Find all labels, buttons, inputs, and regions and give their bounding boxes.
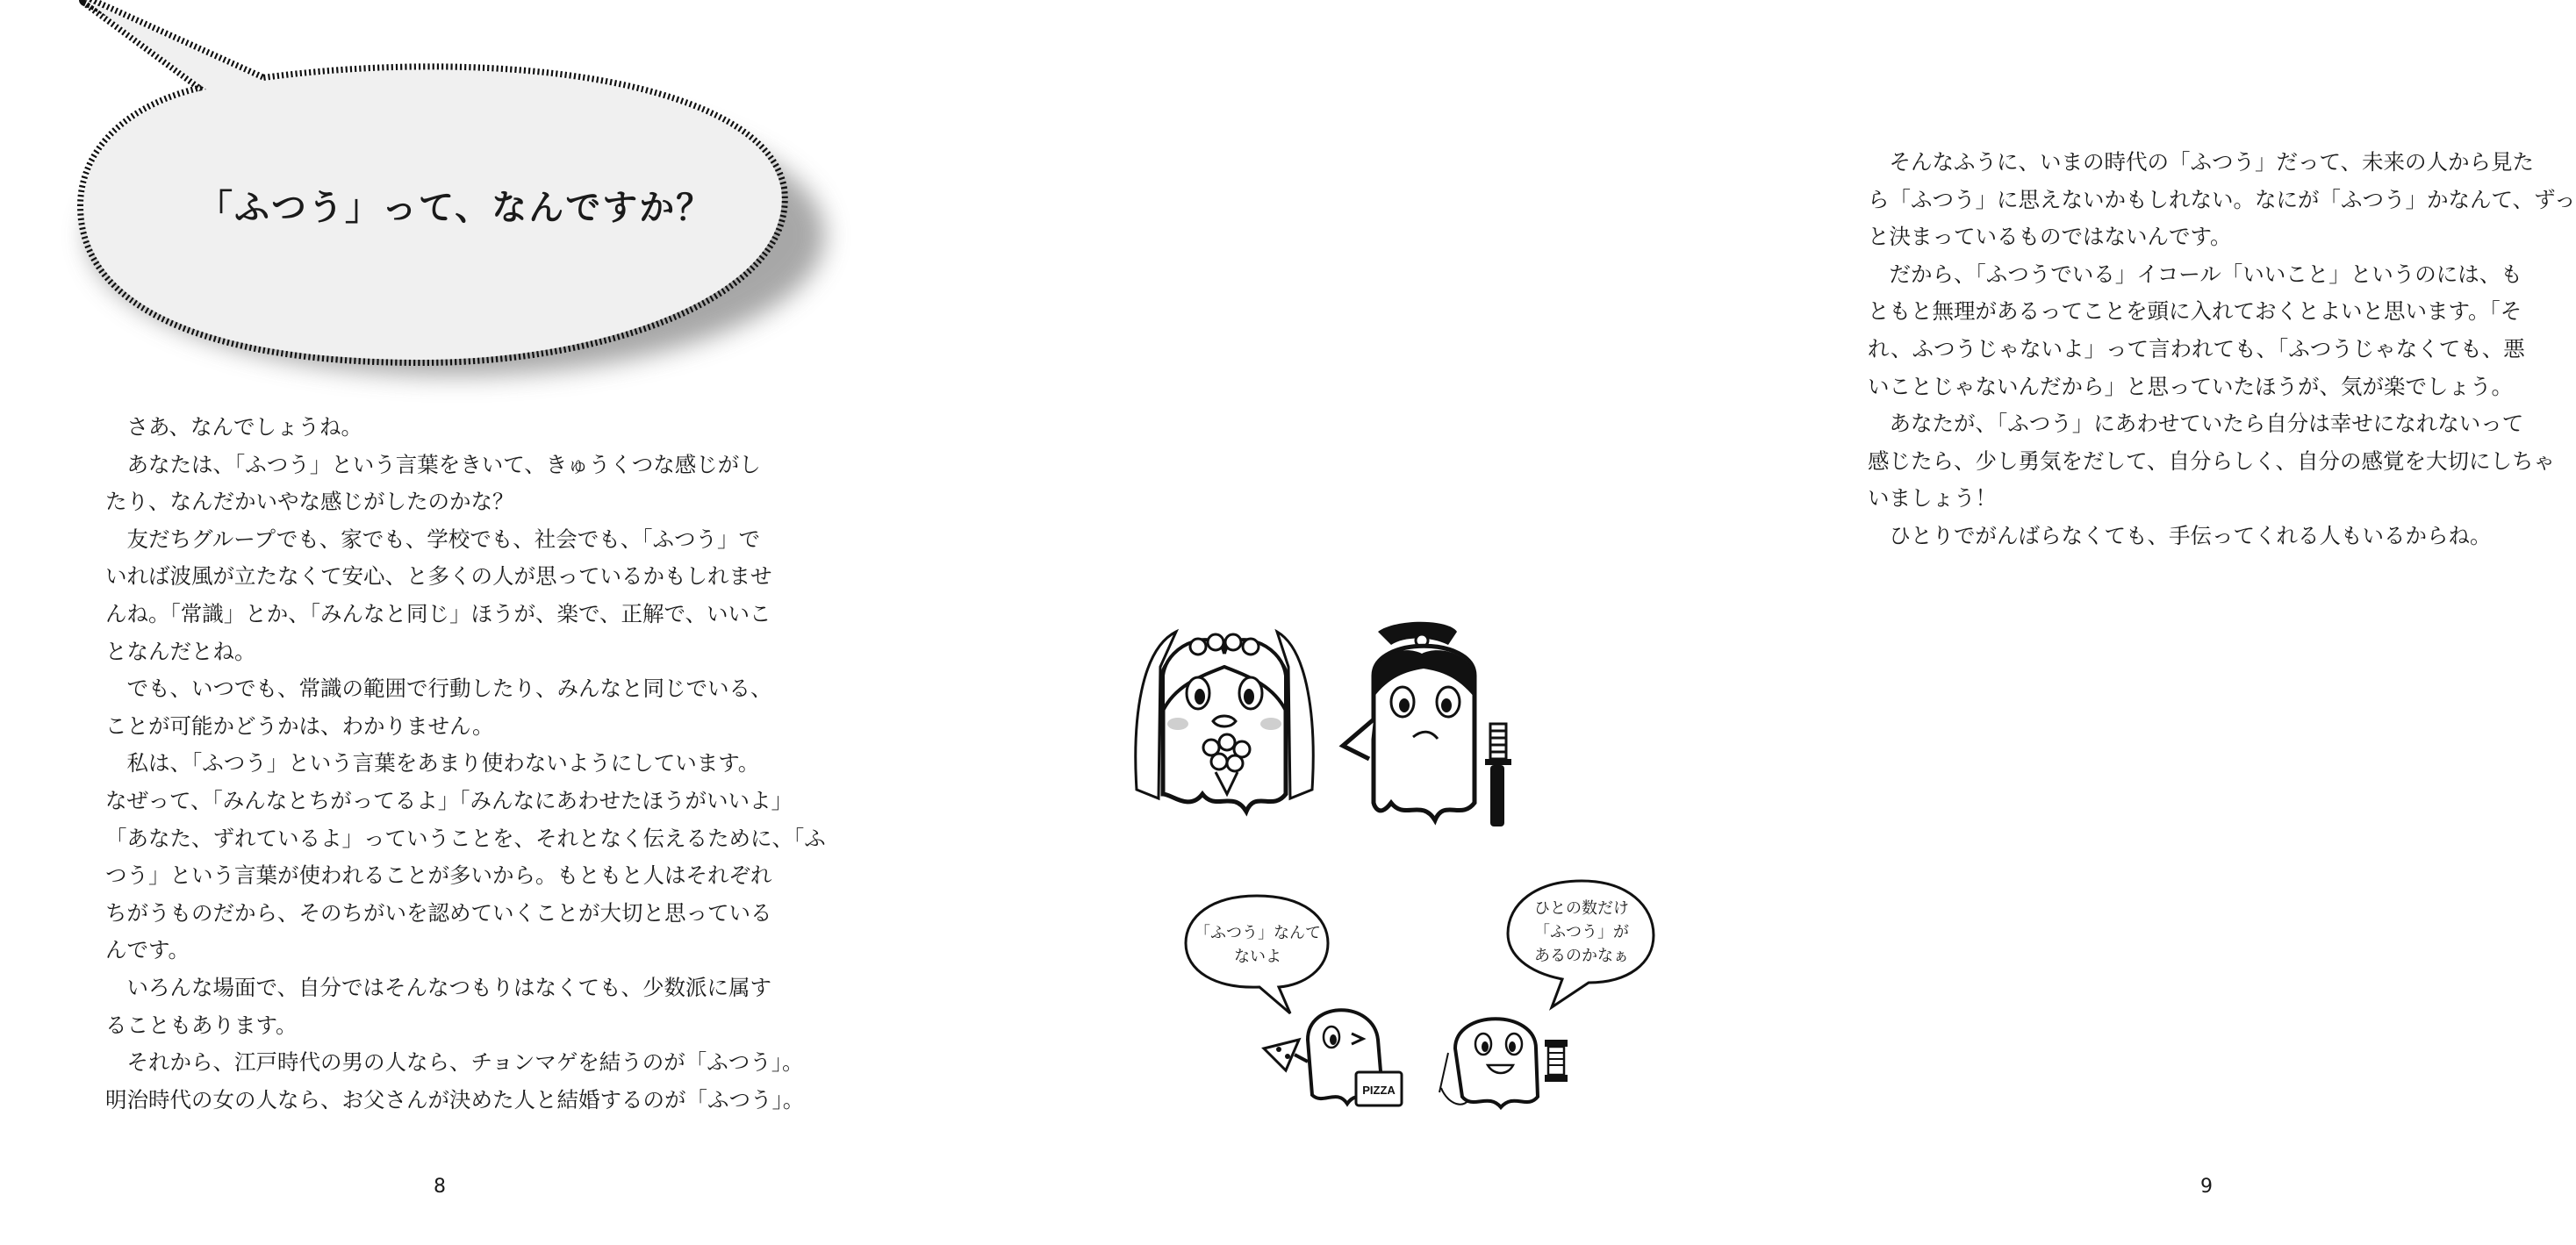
paragraph-line: それから、江戸時代の男の人なら、チョンマゲを結うのが「ふつう」。 (105, 1049, 804, 1076)
sewing-character-icon (1431, 1000, 1580, 1114)
pizza-label: PIZZA (1362, 1084, 1396, 1097)
paragraph-line: つう」という言葉が使われることが多いから。もともと人はそれぞれ (105, 862, 772, 889)
speech-line: あるのかなぁ (1534, 947, 1629, 965)
paragraph-line: 友だちグループでも、家でも、学校でも、社会でも、「ふつう」で (105, 526, 761, 552)
speech-line: 「ふつう」なんて (1195, 924, 1321, 942)
paragraph-line: ることもあります。 (105, 1012, 298, 1038)
paragraph-line: たり、なんだかいやな感じがしたのかな？ (105, 489, 514, 515)
right-page (878, 0, 2576, 1245)
page-number-left: 8 (434, 1176, 446, 1198)
paragraph-line: そんなふうに、いまの時代の「ふつう」だって、未来の人から見た (1868, 149, 2535, 175)
paragraph-line: 私は、「ふつう」という言葉をあまり使わないようにしています。 (105, 750, 760, 776)
paragraph-line: あなたは、「ふつう」という言葉をきいて、きゅうくつな感じがし (105, 451, 761, 477)
paragraph-line: だから、「ふつうでいる」イコール「いいこと」というのには、も (1868, 261, 2522, 287)
paragraph-line: ちがうものだから、そのちがいを認めていくことが大切と思っている (105, 899, 772, 926)
paragraph-line: さあ、なんでしょうね。 (105, 414, 363, 440)
paragraph-line: と決まっているものではないんです。 (1868, 224, 2232, 250)
paragraph-line: 感じたら、少し勇気をだして、自分らしく、自分の感覚を大切にしちゃ (1868, 447, 2556, 474)
speech-line: ないよ (1234, 948, 1281, 966)
paragraph-line: いれば波風が立たなくて安心、と多くの人が思っているかもしれませ (105, 563, 772, 590)
paragraph-line: んね。「常識」とか、「みんなと同じ」ほうが、楽で、正解で、いいこ (105, 600, 771, 626)
speech-line: ひとの数だけ (1534, 899, 1629, 918)
page-title: 「ふつう」って、なんですか？ (197, 188, 714, 228)
paragraph-line: ら「ふつう」に思えないかもしれない。なにが「ふつう」かなんて、ずっ (1868, 186, 2576, 212)
paragraph-line: でも、いつでも、常識の範囲で行動したり、みんなと同じでいる、 (105, 676, 772, 702)
pizza-character-icon (1259, 991, 1417, 1114)
paragraph-line: いことじゃないんだから」と思っていたほうが、気が楽でしょう。 (1868, 373, 2513, 399)
left-page (0, 0, 878, 1245)
paragraph-line: れ、ふつうじゃないよ」って言われても、「ふつうじゃなくても、悪 (1868, 335, 2525, 361)
paragraph-line: いろんな場面で、自分ではそんなつもりはなくても、少数派に属す (105, 974, 772, 1000)
speech-text-right (1510, 897, 1654, 968)
page-number-right: 9 (2200, 1176, 2213, 1198)
paragraph-line: あなたが、「ふつう」にあわせていたら自分は幸せになれないって (1868, 411, 2524, 437)
samurai-character-icon (1325, 614, 1527, 834)
speech-text-left (1187, 921, 1329, 969)
paragraph-line: いましょう！ (1868, 485, 1997, 512)
paragraph-line: なぜって、「みんなとちがってるよ」「みんなにあわせたほうがいいよ」 (105, 787, 793, 813)
paragraph-line: 「あなた、ずれているよ」っていうことを、それとなく伝えるために、「ふ (105, 825, 826, 851)
paragraph-line: ひとりでがんばらなくても、手伝ってくれる人もいるからね。 (1868, 522, 2492, 548)
paragraph-line: となんだとね。 (105, 638, 256, 664)
right-body-text (1868, 144, 2576, 555)
paragraph-line: ことが可能かどうかは、わかりません。 (105, 712, 494, 739)
paragraph-line: んです。 (105, 937, 190, 963)
left-body-text (105, 409, 826, 1119)
speech-line: 「ふつう」が (1534, 923, 1629, 941)
paragraph-line: ともと無理があるってことを頭に入れておくとよいと思います。「そ (1868, 298, 2522, 325)
bride-character-icon (1123, 614, 1325, 825)
paragraph-line: 明治時代の女の人なら、お父さんが決めた人と結婚するのが「ふつう」。 (105, 1086, 805, 1113)
